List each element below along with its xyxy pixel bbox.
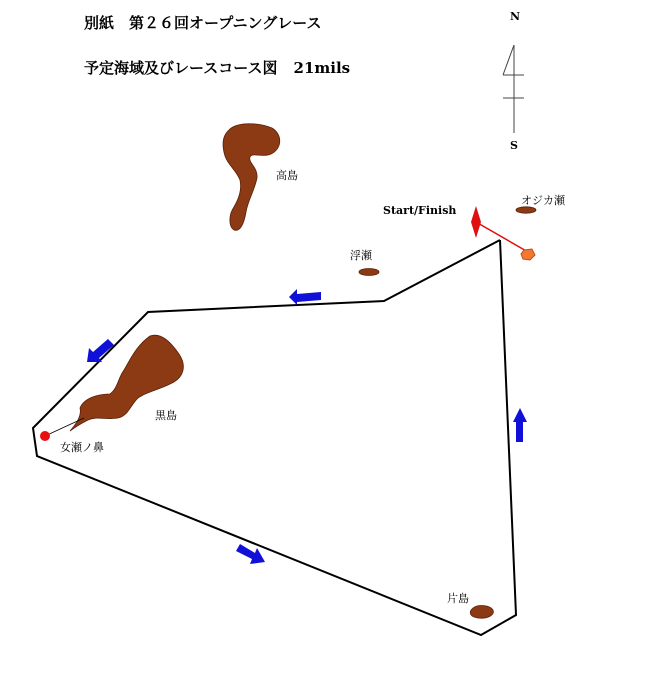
- course-subtitle: [84, 57, 350, 78]
- label-katashima: 片島: [447, 592, 469, 605]
- island-takashima: [223, 124, 280, 231]
- island-katashima: [470, 606, 493, 619]
- course-distance: 21mils: [293, 59, 351, 77]
- direction-arrow-north-icon: [513, 408, 527, 442]
- label-kuroshima: 黒島: [155, 409, 177, 422]
- label-ojika-se: オジカ瀬: [521, 194, 565, 207]
- course-route: [33, 240, 516, 635]
- label-ukise: 浮瀬: [350, 249, 372, 262]
- direction-arrow-west-icon: [289, 289, 321, 305]
- course-subtitle-text: 予定海域及びレースコース図: [84, 59, 278, 77]
- label-start-finish: Start/Finish: [383, 204, 457, 217]
- compass-icon: [503, 45, 524, 133]
- page-title: 別紙 第２６回オープニングレース: [84, 14, 322, 32]
- compass-north-label: N: [510, 10, 521, 23]
- label-takashima: 高島: [276, 169, 298, 182]
- mesenohana-buoy-icon: [40, 431, 50, 441]
- ojika-buoy-icon: [521, 249, 535, 260]
- start-finish-mark: [471, 206, 481, 238]
- label-mesenohana: 女瀬ノ鼻: [60, 441, 104, 454]
- mesenohana-reef-line: [45, 418, 84, 436]
- compass-south-label: S: [510, 139, 518, 152]
- island-ukise: [359, 269, 379, 276]
